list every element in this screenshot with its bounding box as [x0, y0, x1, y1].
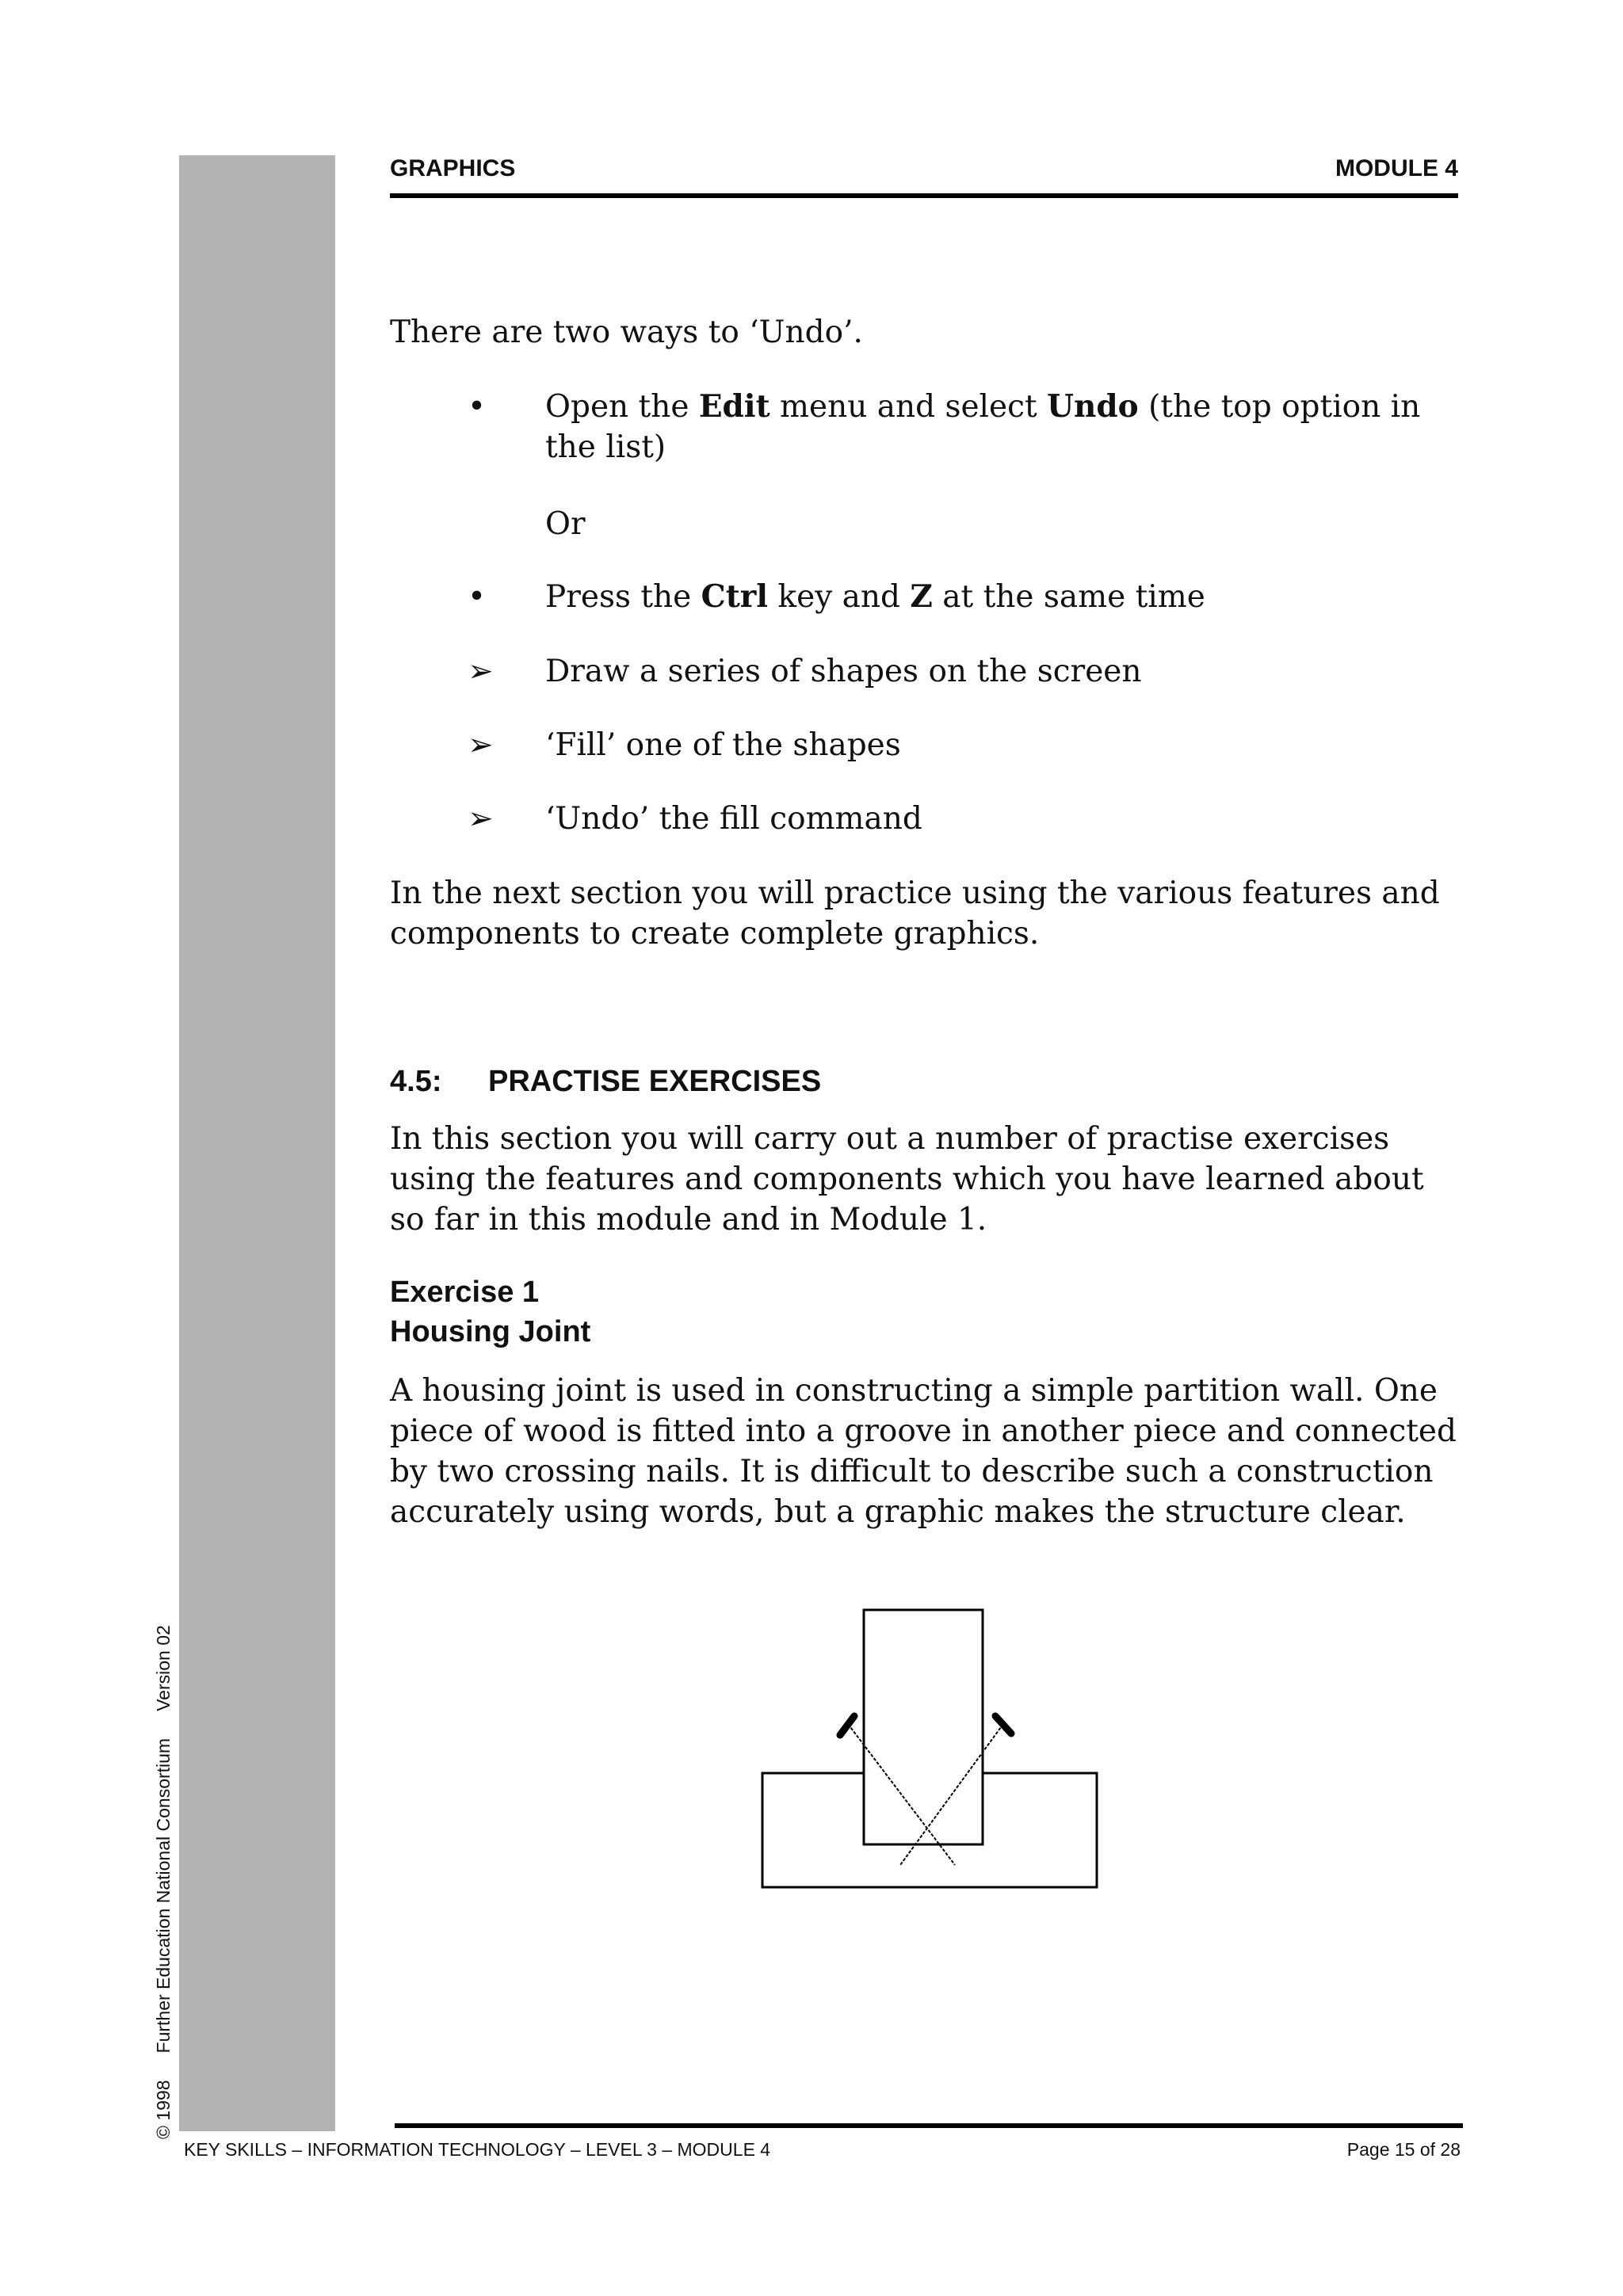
bullet-text: Open the Edit menu and select Undo (the top option in the list)	[545, 388, 1421, 465]
copyright-org: Further Education National Consortium	[153, 1737, 174, 2054]
arrow-marker: ➢	[468, 654, 494, 689]
footer-page-number: Page 15 of 28	[1346, 2139, 1461, 2160]
housing-joint-diagram	[761, 1600, 1102, 1901]
header-title: GRAPHICS	[390, 155, 516, 181]
header-module: MODULE 4	[1335, 155, 1458, 181]
exercise-paragraph: A housing joint is used in constructing a simple partition wall. One piece of wood is fitted into a groove in another piece and connected by two crossing nails. It is difficult to describe such a construction accurately using words, but a graphic makes the structure clear.	[390, 1373, 1457, 1530]
margin-band	[179, 155, 335, 2131]
header-rule	[390, 193, 1458, 198]
footer-course: KEY SKILLS – INFORMATION TECHNOLOGY – LEVEL 3 – MODULE 4	[184, 2139, 771, 2160]
copyright-year: © 1998	[153, 2080, 174, 2139]
next-section-paragraph: In the next section you will practice using the various features and components to create complete graphics.	[390, 875, 1440, 952]
bullet-marker: •	[468, 579, 487, 615]
arrow-marker: ➢	[468, 727, 494, 763]
exercise-label: Exercise 1	[390, 1276, 540, 1309]
exercise-title: Housing Joint	[390, 1315, 591, 1348]
bullet-item-edit-menu	[390, 387, 1458, 467]
arrow-marker: ➢	[468, 801, 494, 837]
nail-head-right	[995, 1716, 1011, 1733]
nail-head-left	[840, 1716, 854, 1735]
section-heading: 4.5: PRACTISE EXERCISES	[390, 1065, 822, 1098]
intro-paragraph: There are two ways to ‘Undo’.	[390, 315, 863, 350]
copyright-version: Version 02	[153, 1625, 174, 1711]
bullet-text: Press the Ctrl key and Z at the same time	[545, 578, 1205, 615]
footer-rule	[395, 2123, 1463, 2128]
copyright-notice	[153, 1598, 174, 2139]
upright-board	[864, 1610, 983, 1844]
bullet-marker: •	[468, 389, 487, 425]
section-intro-paragraph: In this section you will carry out a number of practise exercises using the features and components which you have learned about so far in this module and in Module 1.	[390, 1121, 1424, 1238]
